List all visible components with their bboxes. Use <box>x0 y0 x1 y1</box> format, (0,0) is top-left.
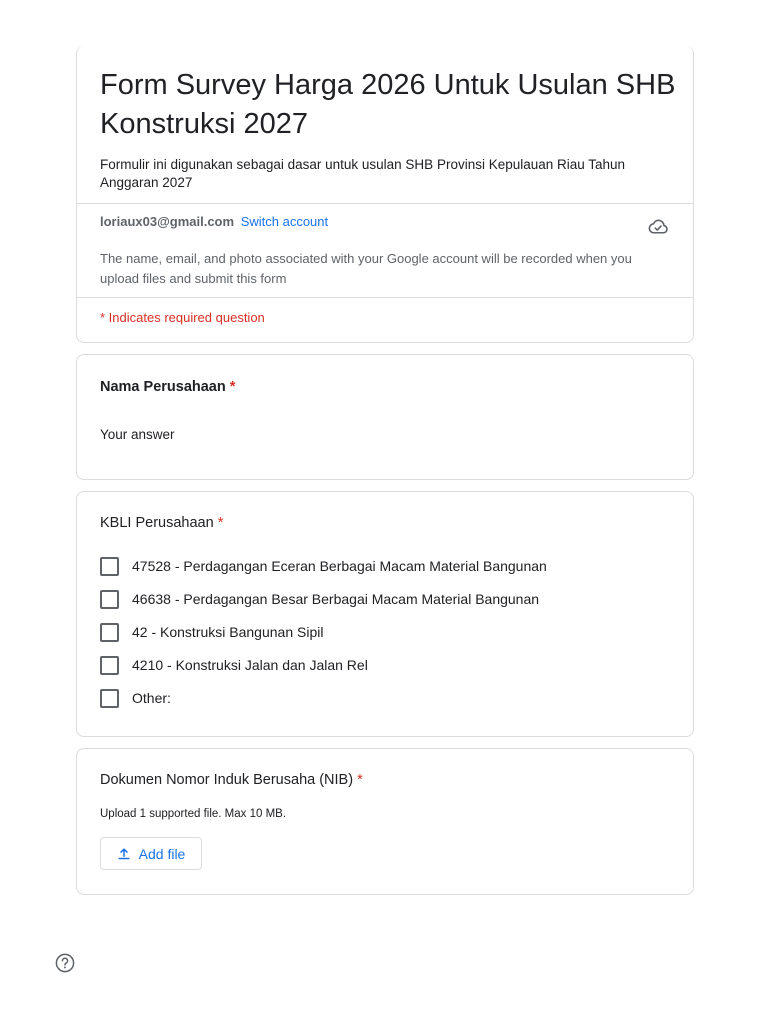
kbli-option-46638[interactable] <box>100 589 539 609</box>
add-file-label: Add file <box>138 845 186 862</box>
account-row <box>100 214 328 229</box>
header-divider <box>77 203 693 204</box>
checkbox[interactable] <box>100 656 119 675</box>
checkbox[interactable] <box>100 689 119 708</box>
kbli-option-4210[interactable] <box>100 655 368 675</box>
kbli-option-47528[interactable] <box>100 556 547 576</box>
question-nama-perusahaan <box>76 354 694 480</box>
switch-account-link[interactable]: Switch account <box>240 214 329 229</box>
required-question-note: * Indicates required question <box>100 310 265 325</box>
option-label: Other: <box>132 690 171 706</box>
checkbox[interactable] <box>100 623 119 642</box>
cloud-check-icon <box>647 217 669 235</box>
help-icon[interactable] <box>55 953 75 973</box>
question-title-text: Nama Perusahaan <box>100 379 226 395</box>
option-label: 46638 - Perdagangan Besar Berbagai Macam Material Bangunan <box>132 591 540 607</box>
kbli-option-other[interactable] <box>100 688 171 708</box>
option-label: 47528 - Perdagangan Eceran Berbagai Macam Material Bangunan <box>132 558 547 574</box>
account-divider <box>77 297 693 298</box>
option-label: 4210 - Konstruksi Jalan dan Jalan Rel <box>132 657 368 673</box>
checkbox[interactable] <box>100 557 119 576</box>
upload-icon <box>117 847 131 861</box>
question-title-text: KBLI Perusahaan <box>100 515 214 531</box>
form-description: Formulir ini digunakan sebagai dasar untuk usulan SHB Provinsi Kepulauan Riau Tahun Anggaran 2027 <box>100 157 626 190</box>
question-title <box>100 515 223 531</box>
required-star: * <box>217 515 224 531</box>
upload-note: Upload 1 supported file. Max 10 MB. <box>100 808 287 820</box>
form-title: Form Survey Harga 2026 Untuk Usulan SHB Konstruksi 2027 <box>100 69 676 140</box>
checkbox[interactable] <box>100 590 119 609</box>
kbli-other-input[interactable] <box>177 685 671 707</box>
kbli-option-42[interactable] <box>100 622 323 642</box>
required-star: * <box>357 772 363 788</box>
question-title <box>100 772 363 788</box>
option-label: 42 - Konstruksi Bangunan Sipil <box>132 624 324 640</box>
account-note: The name, email, and photo associated with your Google account will be recorded when you upload files and submit this form <box>100 251 632 286</box>
required-star: * <box>229 379 236 395</box>
account-email: loriaux03@gmail.com <box>100 214 235 229</box>
question-kbli-perusahaan <box>76 491 694 737</box>
question-dokumen-nib <box>76 748 694 895</box>
form-header-card <box>76 46 694 343</box>
question-title <box>100 379 235 395</box>
question-title-text: Dokumen Nomor Induk Berusaha (NIB) <box>100 772 354 788</box>
nama-perusahaan-input[interactable] <box>100 427 390 442</box>
add-file-button[interactable] <box>100 837 202 870</box>
